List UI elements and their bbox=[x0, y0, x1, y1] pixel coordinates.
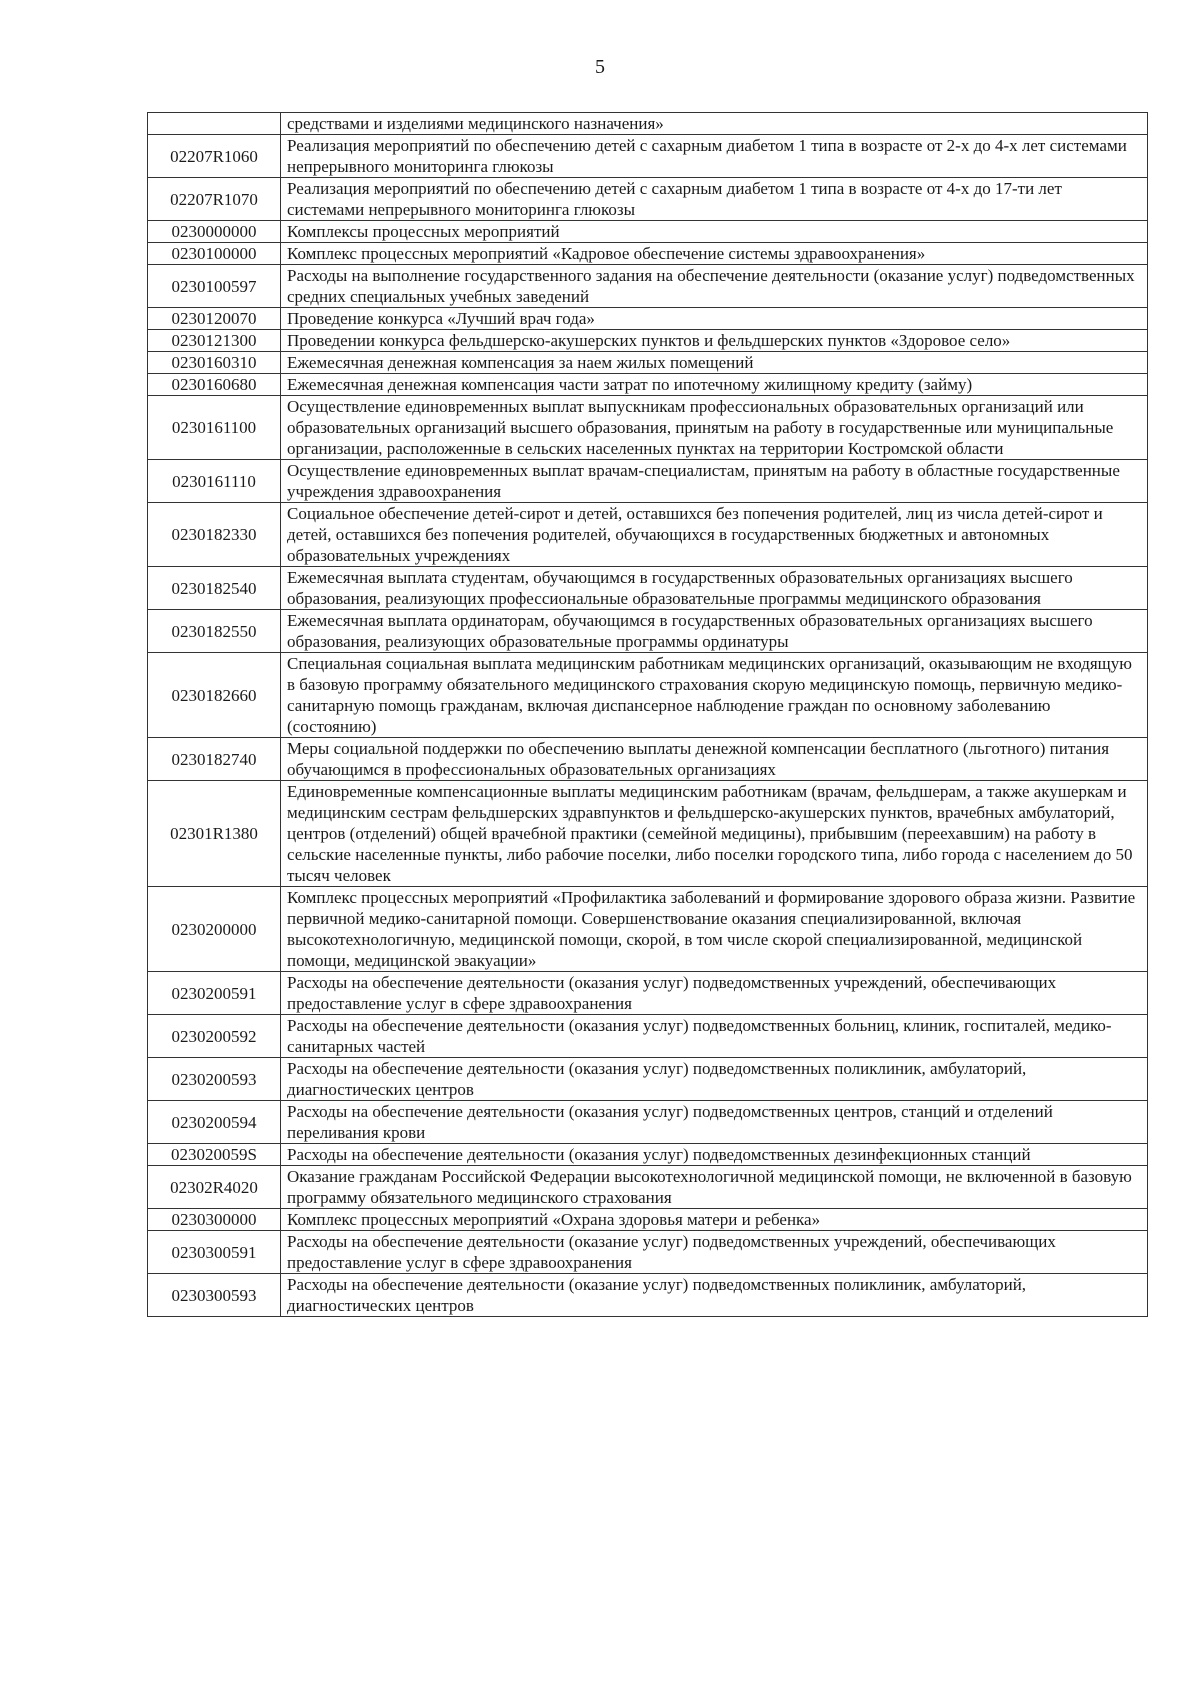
table-row bbox=[148, 887, 1148, 972]
description-cell: Ежемесячная выплата ординаторам, обучающимся в государственных образовательных организациях высшего образования, реализующих образовательные программы ординатуры bbox=[281, 610, 1148, 653]
table-row bbox=[148, 503, 1148, 567]
description-cell: Расходы на обеспечение деятельности (оказания услуг) подведомственных центров, станций и отделений переливания крови bbox=[281, 1101, 1148, 1144]
description-cell: Расходы на обеспечение деятельности (оказание услуг) подведомственных учреждений, обеспечивающих предоставление услуг в сфере здравоохранения bbox=[281, 1231, 1148, 1274]
budget-code-cell: 02302R4020 bbox=[148, 1166, 281, 1209]
table-row bbox=[148, 972, 1148, 1015]
table-row bbox=[148, 1209, 1148, 1231]
table-row bbox=[148, 374, 1148, 396]
budget-code-cell: 0230100000 bbox=[148, 243, 281, 265]
table-row bbox=[148, 113, 1148, 135]
description-cell: Социальное обеспечение детей-сирот и детей, оставшихся без попечения родителей, лиц из числа детей-сирот и детей, оставшихся без попечения родителей, обучающихся в государственных бюджетных и автономных образовательных учреждениях bbox=[281, 503, 1148, 567]
table-row bbox=[148, 1274, 1148, 1317]
budget-code-cell: 0230161110 bbox=[148, 460, 281, 503]
table-row bbox=[148, 781, 1148, 887]
table-row bbox=[148, 1101, 1148, 1144]
table-row bbox=[148, 1015, 1148, 1058]
budget-code-cell: 0230182330 bbox=[148, 503, 281, 567]
description-cell: Единовременные компенсационные выплаты медицинским работникам (врачам, фельдшерам, а также акушеркам и медицинским сестрам фельдшерских здравпунктов и фельдшерско-акушерских пунктов, врачебных амбулаторий, центров (отделений) общей врачебной практики (семейной медицины), прибывшим (переехавшим) на работу в сельские населенные пункты, либо рабочие поселки, либо поселки городского типа, либо города с населением до 50 тысяч человек bbox=[281, 781, 1148, 887]
table-row bbox=[148, 460, 1148, 503]
budget-code-cell: 0230182660 bbox=[148, 653, 281, 738]
table-row bbox=[148, 352, 1148, 374]
description-cell: Проведение конкурса «Лучший врач года» bbox=[281, 308, 1148, 330]
table-row bbox=[148, 567, 1148, 610]
table-row bbox=[148, 1231, 1148, 1274]
description-cell: Ежемесячная денежная компенсация части затрат по ипотечному жилищному кредиту (займу) bbox=[281, 374, 1148, 396]
budget-code-cell: 0230182740 bbox=[148, 738, 281, 781]
description-cell: Расходы на обеспечение деятельности (оказания услуг) подведомственных учреждений, обеспечивающих предоставление услуг в сфере здравоохранения bbox=[281, 972, 1148, 1015]
description-cell: Комплекс процессных мероприятий «Кадровое обеспечение системы здравоохранения» bbox=[281, 243, 1148, 265]
budget-code-cell: 02301R1380 bbox=[148, 781, 281, 887]
description-cell: Комплекс процессных мероприятий «Профилактика заболеваний и формирование здорового образа жизни. Развитие первичной медико-санитарной помощи. Совершенствование оказания специализированной, включая высокотехнологичную, медицинской помощи, скорой, в том числе скорой специализированной, медицинской помощи, медицинской эвакуации» bbox=[281, 887, 1148, 972]
table-body bbox=[148, 113, 1148, 1317]
budget-code-cell: 0230182540 bbox=[148, 567, 281, 610]
table-row bbox=[148, 135, 1148, 178]
table-row bbox=[148, 265, 1148, 308]
budget-code-cell: 0230100597 bbox=[148, 265, 281, 308]
description-cell: Осуществление единовременных выплат выпускникам профессиональных образовательных организаций или образовательных организаций высшего образования, принятым на работу в государственные или муниципальные организации, расположенные в сельских населенных пунктах на территории Костромской области bbox=[281, 396, 1148, 460]
budget-code-cell: 0230200593 bbox=[148, 1058, 281, 1101]
description-cell: Расходы на обеспечение деятельности (оказания услуг) подведомственных поликлиник, амбулаторий, диагностических центров bbox=[281, 1058, 1148, 1101]
table-row bbox=[148, 738, 1148, 781]
description-cell: Реализация мероприятий по обеспечению детей с сахарным диабетом 1 типа в возрасте от 4-х до 17-ти лет системами непрерывного мониторинга глюкозы bbox=[281, 178, 1148, 221]
table-row bbox=[148, 221, 1148, 243]
budget-code-cell: 0230300593 bbox=[148, 1274, 281, 1317]
table-row bbox=[148, 396, 1148, 460]
budget-code-cell: 0230300591 bbox=[148, 1231, 281, 1274]
page-number: 5 bbox=[595, 56, 605, 78]
description-cell: Проведении конкурса фельдшерско-акушерских пунктов и фельдшерских пунктов «Здоровое село» bbox=[281, 330, 1148, 352]
description-cell: Специальная социальная выплата медицинским работникам медицинских организаций, оказывающим не входящую в базовую программу обязательного медицинского страхования скорую медицинскую помощь, первичную медико-санитарную помощь гражданам, включая диспансерное наблюдение граждан по основному заболеванию (состоянию) bbox=[281, 653, 1148, 738]
description-cell: Расходы на обеспечение деятельности (оказания услуг) подведомственных больниц, клиник, госпиталей, медико-санитарных частей bbox=[281, 1015, 1148, 1058]
description-cell: средствами и изделиями медицинского назначения» bbox=[281, 113, 1148, 135]
budget-code-cell: 0230160680 bbox=[148, 374, 281, 396]
table-row bbox=[148, 653, 1148, 738]
description-cell: Комплекс процессных мероприятий «Охрана здоровья матери и ребенка» bbox=[281, 1209, 1148, 1231]
table-row bbox=[148, 1144, 1148, 1166]
budget-code-cell: 0230121300 bbox=[148, 330, 281, 352]
description-cell: Ежемесячная денежная компенсация за наем жилых помещений bbox=[281, 352, 1148, 374]
budget-code-cell bbox=[148, 113, 281, 135]
budget-code-cell: 0230161100 bbox=[148, 396, 281, 460]
budget-code-cell: 0230000000 bbox=[148, 221, 281, 243]
budget-code-cell: 0230160310 bbox=[148, 352, 281, 374]
budget-code-cell: 0230200594 bbox=[148, 1101, 281, 1144]
description-cell: Расходы на обеспечение деятельности (оказание услуг) подведомственных поликлиник, амбулаторий, диагностических центров bbox=[281, 1274, 1148, 1317]
budget-code-cell: 02207R1060 bbox=[148, 135, 281, 178]
budget-code-cell: 0230200592 bbox=[148, 1015, 281, 1058]
table-row bbox=[148, 610, 1148, 653]
budget-code-cell: 0230200000 bbox=[148, 887, 281, 972]
budget-code-cell: 02207R1070 bbox=[148, 178, 281, 221]
table-row bbox=[148, 243, 1148, 265]
table-row bbox=[148, 1058, 1148, 1101]
description-cell: Расходы на обеспечение деятельности (оказания услуг) подведомственных дезинфекционных станций bbox=[281, 1144, 1148, 1166]
description-cell: Меры социальной поддержки по обеспечению выплаты денежной компенсации бесплатного (льготного) питания обучающимся в профессиональных образовательных организациях bbox=[281, 738, 1148, 781]
budget-code-cell: 023020059S bbox=[148, 1144, 281, 1166]
budget-code-cell: 0230200591 bbox=[148, 972, 281, 1015]
table-row bbox=[148, 330, 1148, 352]
table-row bbox=[148, 178, 1148, 221]
budget-code-cell: 0230300000 bbox=[148, 1209, 281, 1231]
budget-code-cell: 0230182550 bbox=[148, 610, 281, 653]
budget-code-table bbox=[147, 112, 1148, 1317]
description-cell: Ежемесячная выплата студентам, обучающимся в государственных образовательных организациях высшего образования, реализующих профессиональные образовательные программы медицинского образования bbox=[281, 567, 1148, 610]
description-cell: Комплексы процессных мероприятий bbox=[281, 221, 1148, 243]
description-cell: Реализация мероприятий по обеспечению детей с сахарным диабетом 1 типа в возрасте от 2-х до 4-х лет системами непрерывного мониторинга глюкозы bbox=[281, 135, 1148, 178]
budget-code-cell: 0230120070 bbox=[148, 308, 281, 330]
table-row bbox=[148, 308, 1148, 330]
description-cell: Оказание гражданам Российской Федерации высокотехнологичной медицинской помощи, не включенной в базовую программу обязательного медицинского страхования bbox=[281, 1166, 1148, 1209]
table-row bbox=[148, 1166, 1148, 1209]
description-cell: Осуществление единовременных выплат врачам-специалистам, принятым на работу в областные государственные учреждения здравоохранения bbox=[281, 460, 1148, 503]
description-cell: Расходы на выполнение государственного задания на обеспечение деятельности (оказание услуг) подведомственных средних специальных учебных заведений bbox=[281, 265, 1148, 308]
